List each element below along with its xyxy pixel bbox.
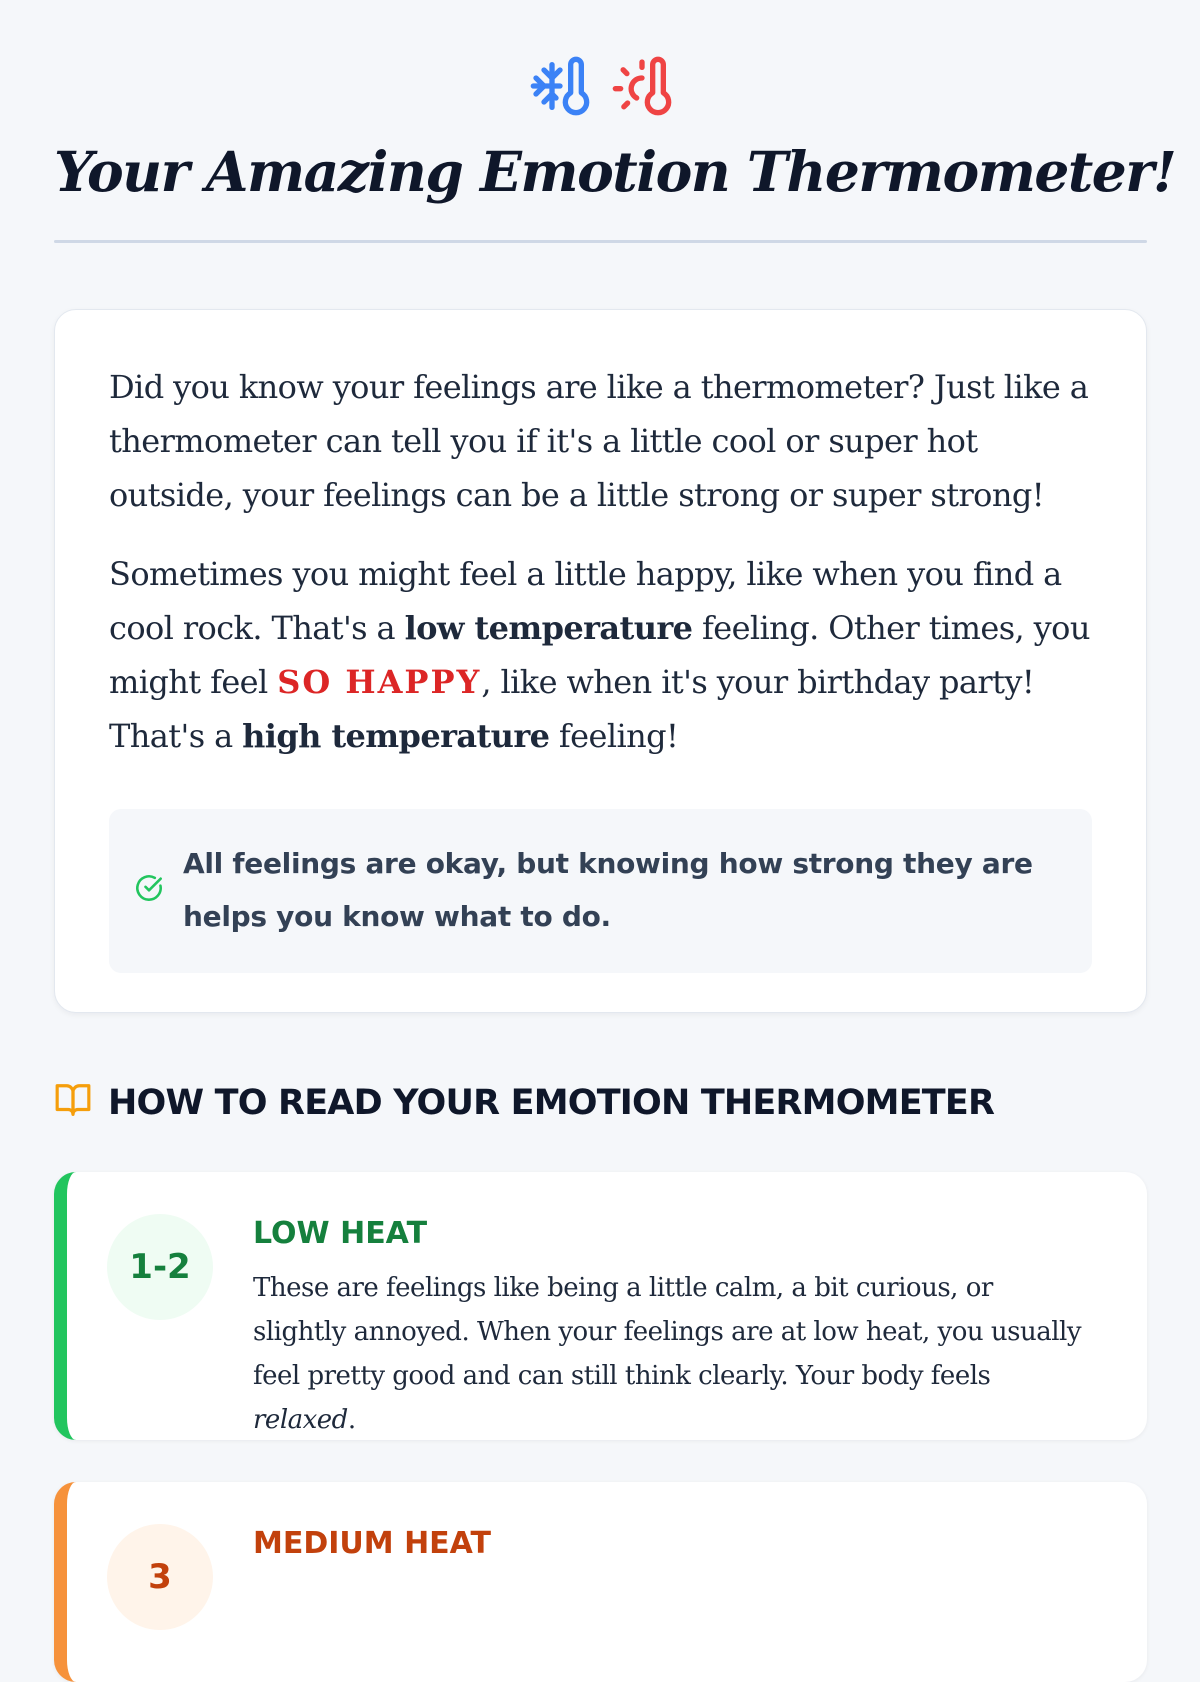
open-book-icon [54,1081,92,1124]
page [54,0,1176,1682]
high-temperature-term: high temperature [242,717,550,755]
intro-card [54,309,1147,1013]
level-description [253,1266,1093,1442]
callout-note [109,809,1092,973]
level-range-badge: 3 [107,1524,213,1630]
intro-text: Sometimes you might feel a little happy, like when you find a cool rock. That's a [109,555,1062,647]
level-description-text: These are feelings like being a little calm, a bit curious, or slightly annoyed. When your feelings are at low heat, you usually feel pretty good and can still think clearly. Your body feels [253,1273,1082,1391]
page-title: Your Amazing Emotion Thermometer! [54,139,1176,204]
section-title: HOW TO READ YOUR EMOTION THERMOMETER [108,1082,995,1123]
so-happy-emphasis: SO HAPPY [277,663,482,701]
thermometer-snowflake-icon [528,54,592,118]
intro-paragraph-1: Did you know your feelings are like a thermometer? Just like a thermometer can tell you if it's a little cool or super hot outside, your feelings can be a little strong or super strong! [109,368,1089,514]
level-range-badge: 1-2 [107,1214,213,1320]
level-card-low-heat [54,1172,1147,1440]
level-description-emphasis: relaxed [253,1405,348,1435]
level-body [253,1214,1093,1442]
header-divider [54,240,1147,243]
level-card-medium-heat [54,1482,1147,1682]
intro-text: feeling. Other times, you might feel [109,609,1090,701]
intro-text: , like when it's your birthday party! That's a [109,663,1035,755]
thermometer-sun-icon [610,54,674,118]
intro-text: feeling! [549,717,679,755]
level-title: LOW HEAT [253,1216,428,1251]
level-title: MEDIUM HEAT [253,1526,492,1561]
header [54,0,1176,243]
level-description-end: . [347,1405,356,1435]
check-circle-icon [135,874,163,907]
header-icons [54,54,1147,118]
section-heading [54,1081,1147,1124]
level-body [253,1524,1093,1564]
callout-text: All feelings are okay, but knowing how strong they are helps you know what to do. [183,847,1033,933]
intro-paragraph-2 [109,547,1092,763]
low-temperature-term: low temperature [404,609,693,647]
